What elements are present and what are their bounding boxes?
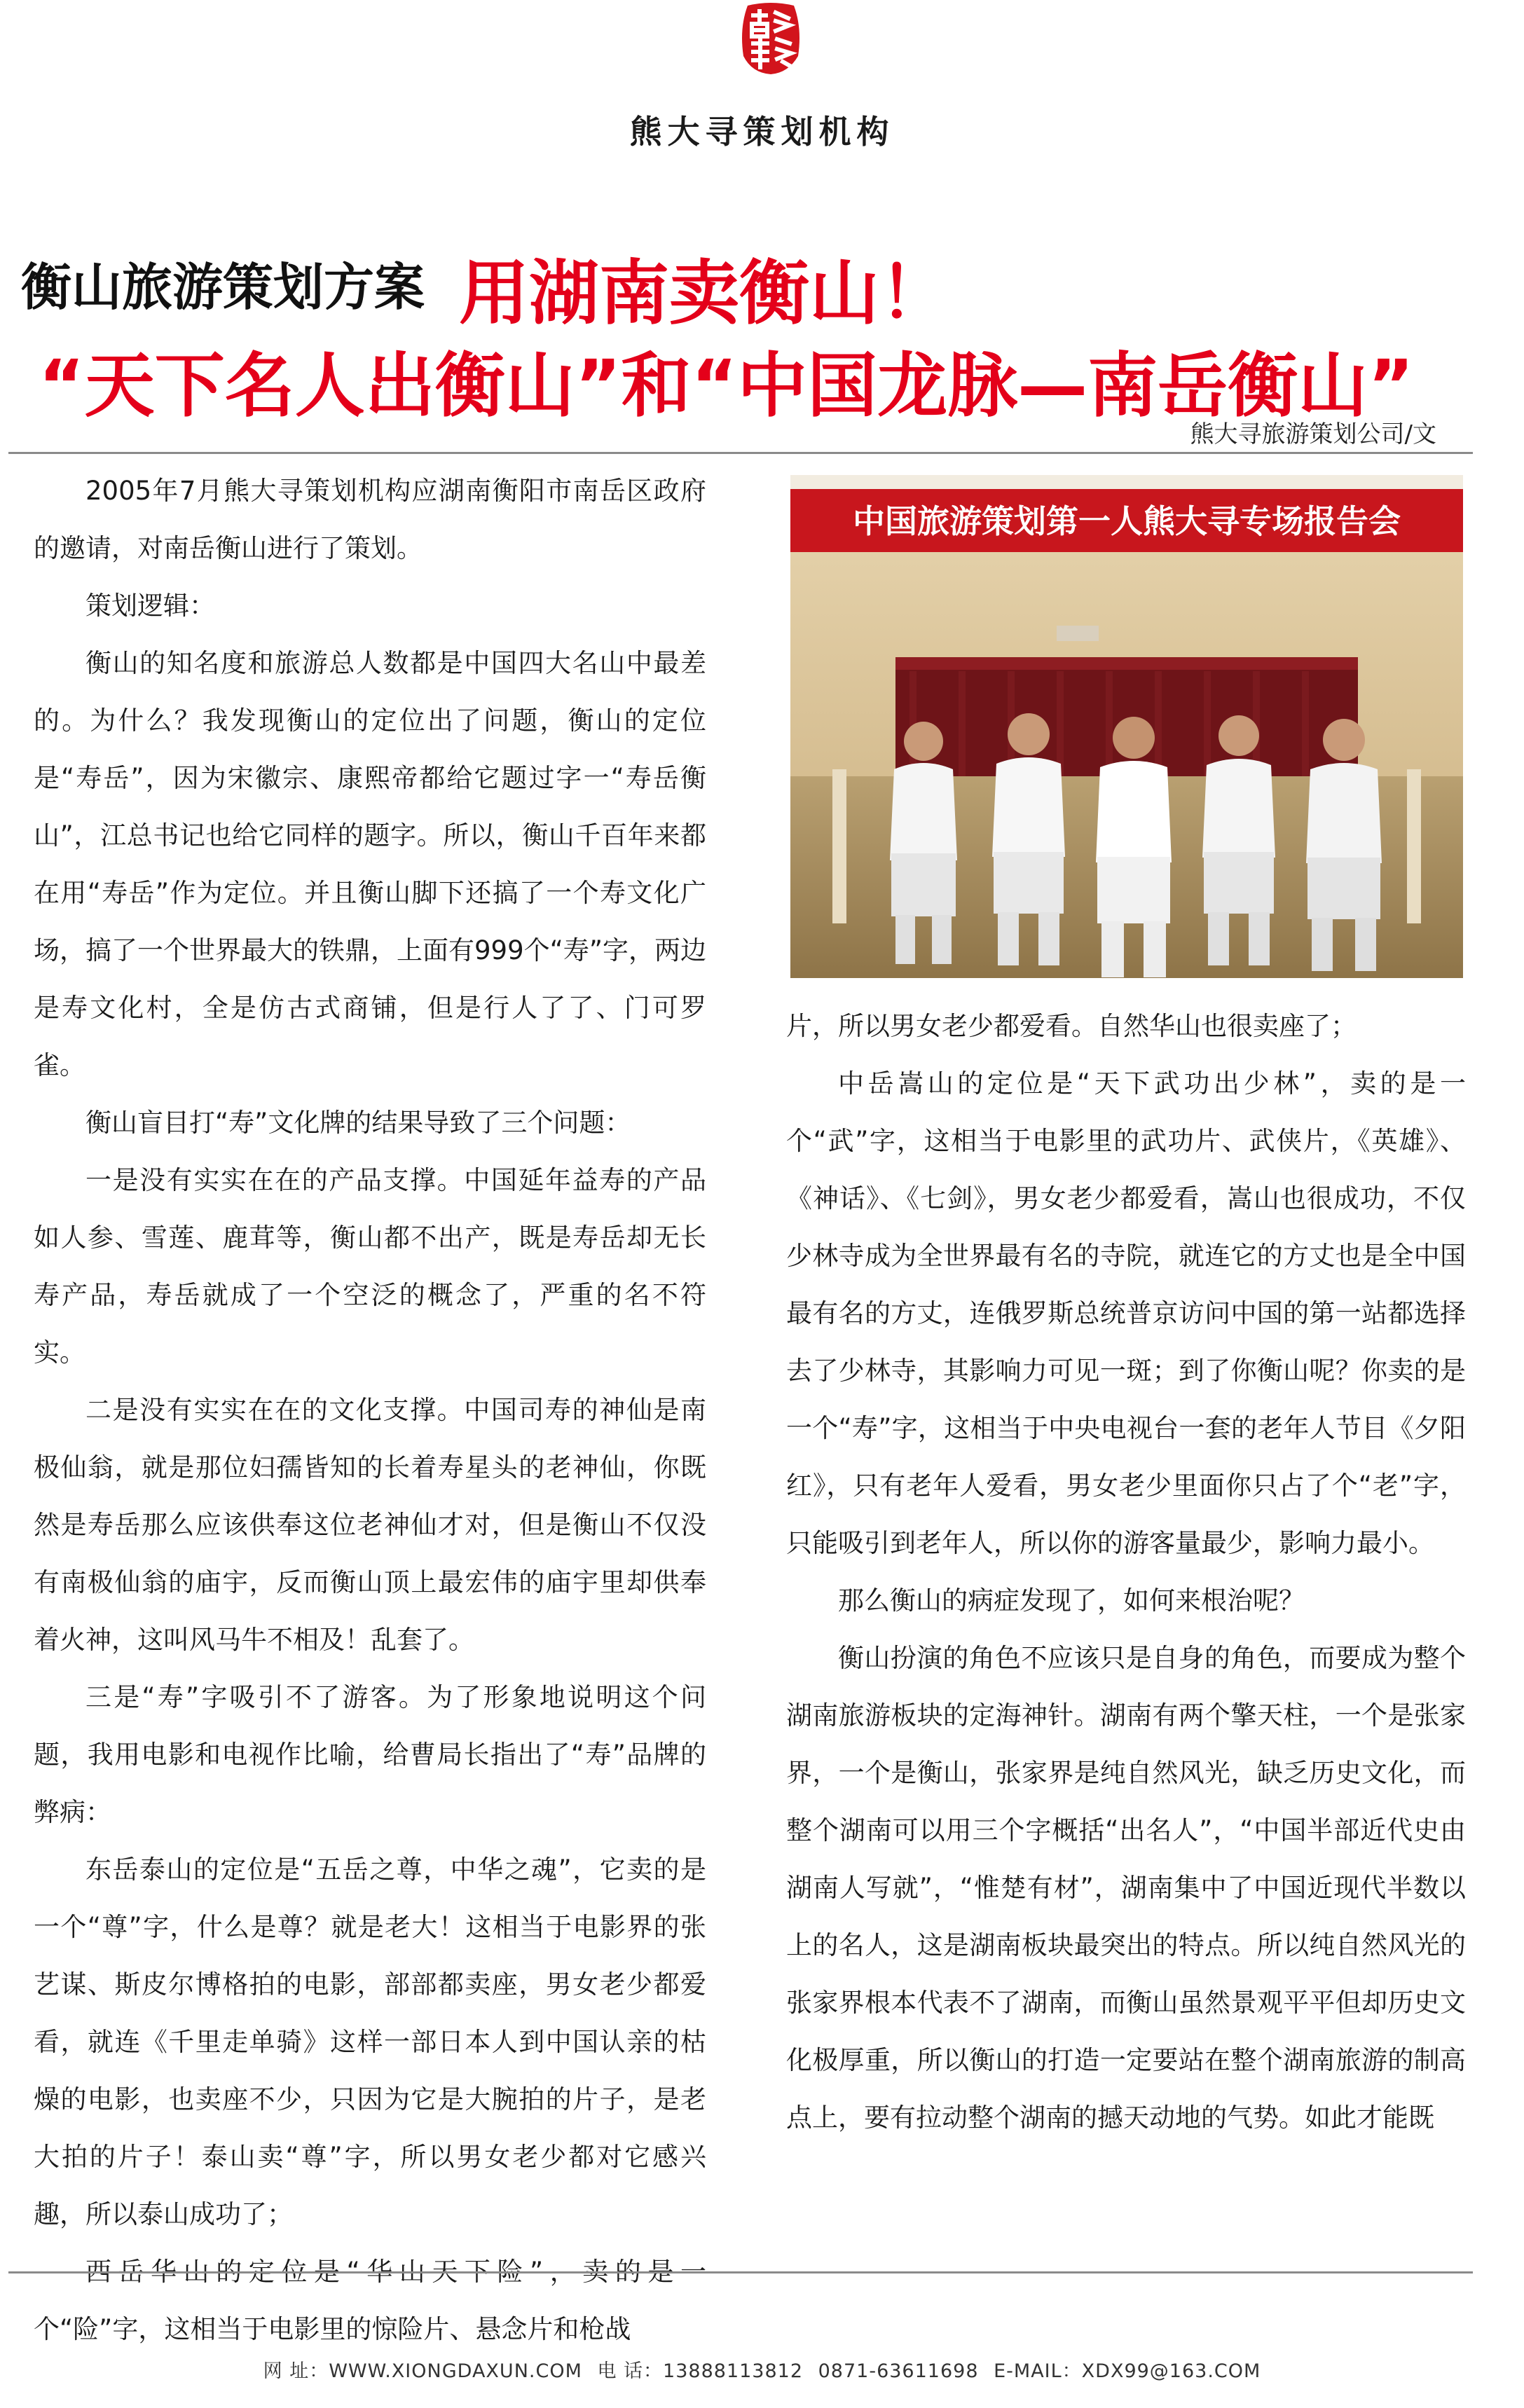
top-divider — [8, 452, 1473, 454]
paragraph: 西岳华山的定位是“华山天下险”，卖的是一个“险”字，这相当于电影里的惊险片、悬念片和枪战 — [34, 2257, 706, 2344]
paragraph: 衡山盲目打“寿”文化牌的结果导致了三个问题： — [85, 1108, 631, 1138]
paragraph: 衡山的知名度和旅游总人数都是中国四大名山中最差的。为什么？我发现衡山的定位出了问题，衡山的定位是“寿岳”，因为宋徽宗、康熙帝都给它题过字一“寿岳衡山”，江总书记也给它同样的题字。所以，衡山千百年来都在用“寿岳”作为定位。并且衡山脚下还搞了一个寿文化广场，搞了一个世界最大的铁鼎，上面有999个“寿”字，两边是寿文化村，全是仿古式商铺，但是行人了了、门可罗雀。 — [34, 648, 706, 1080]
bottom-divider — [8, 2271, 1473, 2273]
headline-main: 用湖南卖衡山！ — [459, 252, 949, 334]
paragraph: 2005年7月熊大寻策划机构应湖南衡阳市南岳区政府的邀请，对南岳衡山进行了策划。 — [34, 476, 706, 563]
paragraph: 片，所以男女老少都爱看。自然华山也很卖座了； — [786, 1011, 1357, 1041]
headline-label: 衡山旅游策划方案 — [21, 258, 425, 317]
paragraph: 三是“寿”字吸引不了游客。为了形象地说明这个问题，我用电影和电视作比喻，给曹局长指出了“寿”品牌的弊病： — [34, 1682, 706, 1827]
left-column — [34, 462, 706, 2344]
headline-sub: “天下名人出衡山”和“中国龙脉—南岳衡山” — [39, 345, 1414, 427]
footer-phone-2: 0871-63611698 — [818, 2360, 979, 2382]
paragraph: 东岳泰山的定位是“五岳之尊，中华之魂”，它卖的是一个“尊”字，什么是尊？就是老大！这相当于电影界的张艺谋、斯皮尔博格拍的电影，部部都卖座，男女老少都爱看，就连《千里走单骑》这样一部日本人到中国认亲的枯燥的电影，也卖座不少，只因为它是大腕拍的片子，是老大拍的片子！泰山卖“尊”字，所以男女老少都对它感兴趣，所以泰山成功了； — [34, 1855, 706, 2229]
right-column — [786, 998, 1466, 2259]
footer — [0, 2355, 1524, 2383]
paragraph: 二是没有实实在在的文化支撑。中国司寿的神仙是南极仙翁，就是那位妇孺皆知的长着寿星头的老神仙，你既然是寿岳那么应该供奉这位老神仙才对，但是衡山不仅没有南极仙翁的庙宇，反而衡山顶上最宏伟的庙宇里却供奉着火神，这叫风马牛不相及！乱套了。 — [34, 1395, 706, 1655]
event-photo — [790, 475, 1463, 978]
byline: 熊大寻旅游策划公司/文 — [1190, 420, 1436, 448]
org-name: 熊大寻策划机构 — [629, 113, 895, 151]
paragraph: 策划逻辑： — [85, 591, 215, 621]
paragraph: 衡山扮演的角色不应该只是自身的角色，而要成为整个湖南旅游板块的定海神针。湖南有两个擎天柱，一个是张家界，一个是衡山，张家界是纯自然风光，缺乏历史文化，而整个湖南可以用三个字概括“出名人”，“中国半部近代史由湖南人写就”，“惟楚有材”，湖南集中了中国近现代半数以上的名人，这是湖南板块最突出的特点。所以纯自然风光的张家界根本代表不了湖南，而衡山虽然景观平平但却历史文化极厚重，所以衡山的打造一定要站在整个湖南旅游的制高点上，要有拉动整个湖南的撼天动地的气势。如此才能既 — [786, 1643, 1466, 2133]
footer-website: 网 址：WWW.XIONGDAXUN.COM — [263, 2360, 582, 2382]
footer-email: E-MAIL：XDX99@163.COM — [994, 2360, 1261, 2382]
paragraph: 那么衡山的病症发现了，如何来根治呢？ — [838, 1585, 1305, 1616]
paragraph: 一是没有实实在在的产品支撑。中国延年益寿的产品如人参、雪莲、鹿茸等，衡山都不出产，既是寿岳却无长寿产品，寿岳就成了一个空泛的概念了，严重的名不符实。 — [34, 1165, 706, 1368]
footer-phone: 电 话：13888113812 — [597, 2360, 804, 2382]
banner-text: 中国旅游策划第一人熊大寻专场报告会 — [853, 502, 1401, 540]
seal-stamp-icon — [732, 0, 809, 77]
paragraph: 中岳嵩山的定位是“天下武功出少林”，卖的是一个“武”字，这相当于电影里的武功片、武侠片，《英雄》、《神话》、《七剑》，男女老少都爱看，嵩山也很成功，不仅少林寺成为全世界最有名的寺院，就连它的方丈也是全中国最有名的方丈，连俄罗斯总统普京访问中国的第一站都选择去了少林寺，其影响力可见一斑；到了你衡山呢？你卖的是一个“寿”字，这相当于中央电视台一套的老年人节目《夕阳红》，只有老年人爱看，男女老少里面你只占了个“老”字，只能吸引到老年人，所以你的游客量最少，影响力最小。 — [786, 1068, 1466, 1558]
